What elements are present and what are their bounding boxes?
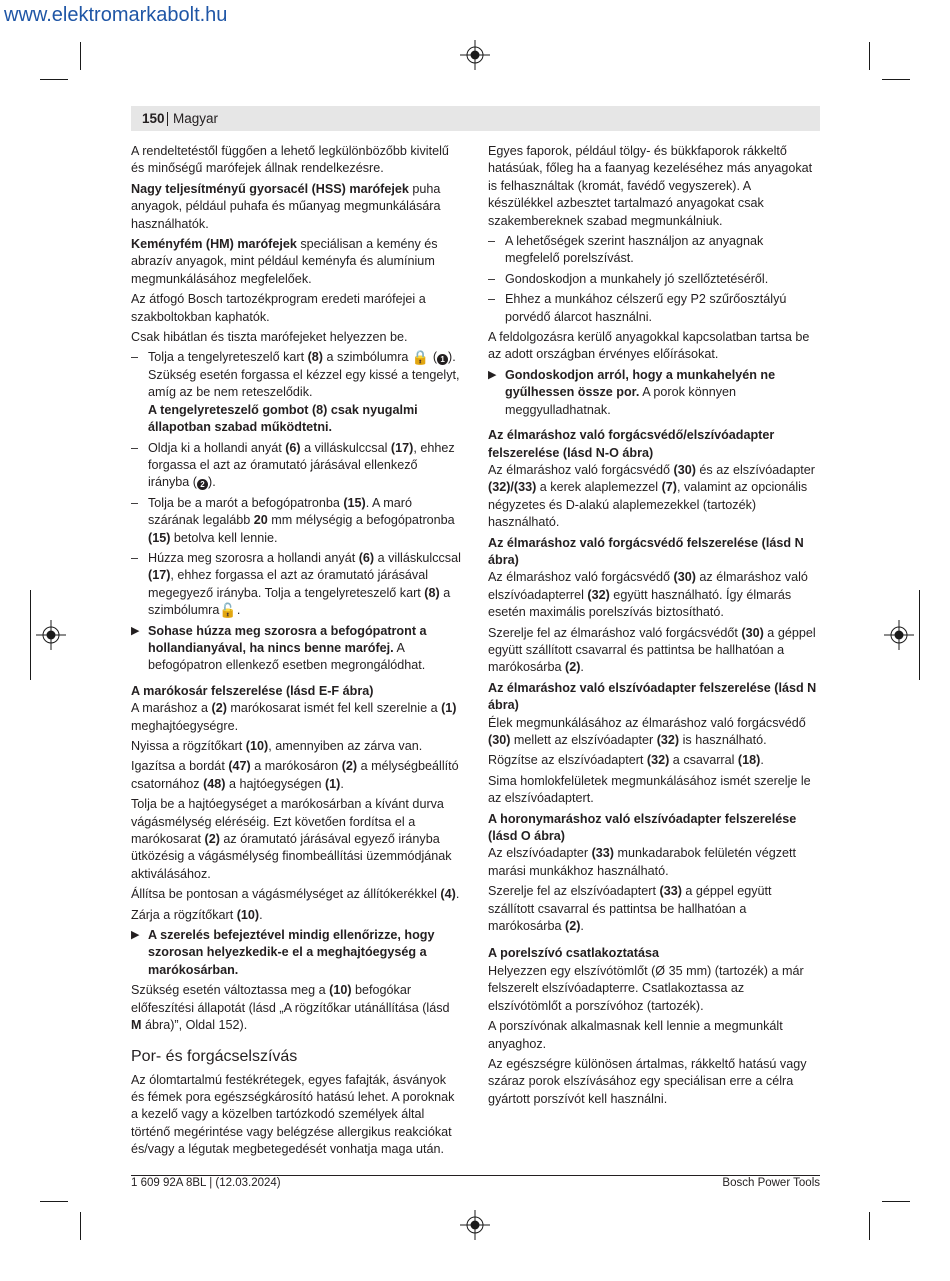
paragraph: Szükség esetén változtassa meg a (10) befogókar előfeszítési állapotát (lásd „A rögzítőkar utánállítása (lásd M ábra)”, Oldal 152). xyxy=(131,983,450,1033)
footer-brand: Bosch Power Tools xyxy=(722,1177,820,1189)
paragraph: Az élmaráshoz való forgácsvédő (30) az élmaráshoz való elszívóadapterrel (32) együtt használható. Így élmarás esetén maximális porelszívás biztosítható. xyxy=(488,570,808,620)
chapter-heading: Por- és forgácselszívás xyxy=(131,1047,298,1065)
crop-mark xyxy=(919,590,920,680)
step-number-icon: 1 xyxy=(437,354,448,365)
dash-list-item: – Oldja ki a hollandi anyát (6) a villáskulccsal (17), ehhez forgassa el azt az óramutató járásával ellenkező irányba ( 2 ). xyxy=(131,440,461,492)
footer-doc-id: 1 609 92A 8BL | (12.03.2024) xyxy=(131,1177,281,1189)
paragraph: A feldolgozásra kerülő anyagokkal kapcsolatban tartsa be az adott országban érvényes előírásokat. xyxy=(488,330,810,362)
header-divider xyxy=(167,112,168,126)
paragraph: Az élmaráshoz való forgácsvédő (30) és az elszívóadapter (32)/(33) a kerek alaplemezzel (7), valamint az opcionális négyzetes és D-alakú alaplemezekkel (tartozék) használható. xyxy=(488,462,815,530)
paragraph: Az egészségre különösen ártalmas, rákkeltő hatású vagy száraz porok elszívásához egy speciálisan erre a célra gyártott porszívót kell használni. xyxy=(488,1056,807,1106)
page-header xyxy=(131,106,820,131)
dash-list-item: – Ehhez a munkához célszerű egy P2 szűrőosztályú porvédő álarcot használni. xyxy=(488,291,818,326)
section-heading: A marókosár felszerelése (lásd E-F ábra) xyxy=(131,683,374,698)
crop-mark xyxy=(882,79,910,80)
paragraph: Az átfogó Bosch tartozékprogram eredeti marófejei a szakboltokban kaphatók. xyxy=(131,292,426,324)
crop-mark xyxy=(869,1212,870,1240)
section-heading: Az élmaráshoz való forgácsvédő felszerelése (lásd N ábra) xyxy=(488,535,804,567)
lock-open-icon: 🔓 xyxy=(219,602,237,619)
crop-mark xyxy=(869,42,870,70)
warning-text: A tengelyreteszelő gombot (8) csak nyugalmi állapotban szabad működtetni. xyxy=(148,402,418,435)
paragraph: Zárja a rögzítőkart (10). xyxy=(131,907,263,922)
dash-list-item: – Gondoskodjon a munkahely jó szellőztetéséről. xyxy=(488,271,818,288)
right-column xyxy=(488,143,818,1111)
dash-list-item: – Húzza meg szorosra a hollandi anyát (6) a villáskulccsal (17), ehhez forgassa el azt az óramutató járásával megegyező irányba. Tolja a tengelyreteszelő kart (8) a szimbólumra🔓. xyxy=(131,550,461,620)
paragraph: Sima homlokfelületek megmunkálásához ismét szerelje le az elszívóadaptert. xyxy=(488,773,811,806)
paragraph: Nyissa a rögzítőkart (10), amennyiben az zárva van. xyxy=(131,739,423,753)
registration-mark-icon xyxy=(460,40,490,70)
paragraph: Rögzítse az elszívóadaptert (32) a csavarral (18). xyxy=(488,753,764,768)
registration-mark-icon xyxy=(460,1210,490,1240)
paragraph: Az ólomtartalmú festékrétegek, egyes fafajták, ásványok és fémek pora egészségkárosító hatású lehet. A poroknak a kezelő vagy a közelben tartózkodó személyek által történő megérintése vagy belégzése allergikus reakciókat és/vagy a légutak megbetegedését vonhatja maga után. xyxy=(131,1072,455,1157)
paragraph: A maráshoz a (2) marókosarat ismét fel kell szerelnie a (1) meghajtóegységre. xyxy=(131,701,457,733)
section-heading: A horonymaráshoz való elszívóadapter felszerelése (lásd O ábra) xyxy=(488,811,797,844)
paragraph: Élek megmunkálásához az élmaráshoz való forgácsvédő (30) mellett az elszívóadapter (32) is használható. xyxy=(488,715,806,747)
paragraph: Helyezzen egy elszívótömlőt (Ø 35 mm) (tartozék) a már felszerelt elszívóadapterre. Csatlakoztassa az elszívótömlőt a porszívóhoz (tartozék). xyxy=(488,963,804,1013)
paragraph: Nagy teljesítményű gyorsacél (HSS) marófejek puha anyagok, például puhafa és műanyag megmunkálására használhatók. xyxy=(131,181,441,231)
paragraph: Az elszívóadapter (33) munkadarabok felületén végzett marási munkákhoz használható. xyxy=(488,846,797,878)
footer-divider xyxy=(131,1175,820,1176)
section-heading: Az élmaráshoz való elszívóadapter felszerelése (lásd N ábra) xyxy=(488,680,817,713)
registration-mark-icon xyxy=(36,620,66,650)
left-column xyxy=(131,143,461,1162)
paragraph: Szerelje fel az élmaráshoz való forgácsvédőt (30) a géppel együtt szállított csavarral és pattintsa be hallhatóan a marókosárba (2). xyxy=(488,625,816,675)
paragraph: Csak hibátlan és tiszta marófejeket helyezzen be. xyxy=(131,330,408,345)
section-heading: Az élmaráshoz való forgácsvédő/elszívóadapter felszerelése (lásd N-O ábra) xyxy=(488,428,775,460)
dash-list-item: – Tolja be a marót a befogópatronba (15). A maró szárának legalább 20 mm mélységig a befogópatronba (15) betolva kell lennie. xyxy=(131,495,461,547)
paragraph: Keményfém (HM) marófejek speciálisan a kemény és abrazív anyagok, mint például keményfa és alumínium megmunkálásához megfelelőek. xyxy=(131,237,438,286)
paragraph: Állítsa be pontosan a vágásmélységet az állítókerékkel (4). xyxy=(131,887,460,902)
site-url[interactable]: www.elektromarkabolt.hu xyxy=(4,4,228,26)
crop-mark xyxy=(80,1212,81,1240)
warning-item: ▶ Sohase húzza meg szorosra a befogópatront a hollandianyával, ha nincs benne marófej. A befogópatron ellenkező esetben megrongálódhat. xyxy=(131,623,461,675)
paragraph: A porszívónak alkalmasnak kell lennie a megmunkált anyaghoz. xyxy=(488,1019,783,1051)
dash-list-item: – Tolja a tengelyreteszelő kart (8) a szimbólumra 🔒 ( 1 ). Szükség esetén forgassa el kézzel egy kissé a tengelyt, amíg az be nem reteszelődik. A tengelyreteszelő gombot (8) csak nyugalmi állapotban szabad működtetni. xyxy=(131,349,461,436)
header-language: Magyar xyxy=(173,111,219,126)
paragraph: Egyes faporok, például tölgy- és bükkfaporok rákkeltő hatásúak, főleg ha a faanyag kezeléséhez más anyagokat is felhasználtak (kromát, favédő vegyszerek). A készülékkel azbesztet tartalmazó anyagokat csak szakembereknek szabad megmunkálniuk. xyxy=(488,144,813,228)
warning-item: ▶ Gondoskodjon arról, hogy a munkahelyén ne gyűlhessen össze por. A porok könnyen meggyulladhatnak. xyxy=(488,367,818,419)
crop-mark xyxy=(30,590,31,680)
crop-mark xyxy=(80,42,81,70)
paragraph: A rendeltetéstől függően a lehető legkülönbözőbb kivitelű és minőségű marófejek állnak rendelkezésre. xyxy=(131,144,449,176)
step-number-icon: 2 xyxy=(197,479,208,490)
page-number: 150 xyxy=(142,111,165,126)
section-heading: A porelszívó csatlakoztatása xyxy=(488,946,660,961)
registration-mark-icon xyxy=(884,620,914,650)
dash-list-item: – A lehetőségek szerint használjon az anyagnak megfelelő porelszívást. xyxy=(488,233,818,268)
paragraph: Szerelje fel az elszívóadaptert (33) a géppel együtt szállított csavarral és pattintsa be hallhatóan a marókosárba (2). xyxy=(488,884,772,934)
crop-mark xyxy=(40,1201,68,1202)
paragraph: Tolja be a hajtóegységet a marókosárban a kívánt durva vágásmélység eléréséig. Ezt követően fordítsa el a marókosarat (2) az óramutató járásával egyező irányba ütközésig a vágásmélység finombeállítási üzemmódjának aktiválásához. xyxy=(131,797,452,881)
crop-mark xyxy=(40,79,68,80)
warning-item: ▶ A szerelés befejeztével mindig ellenőrizze, hogy szorosan helyezkedik-e el a meghajtóegység a marókosárban. xyxy=(131,927,461,979)
crop-mark xyxy=(882,1201,910,1202)
paragraph: Igazítsa a bordát (47) a marókosáron (2) a mélységbeállító csatornához (48) a hajtóegységen (1). xyxy=(131,759,459,791)
lock-closed-icon: 🔒 xyxy=(411,349,430,366)
